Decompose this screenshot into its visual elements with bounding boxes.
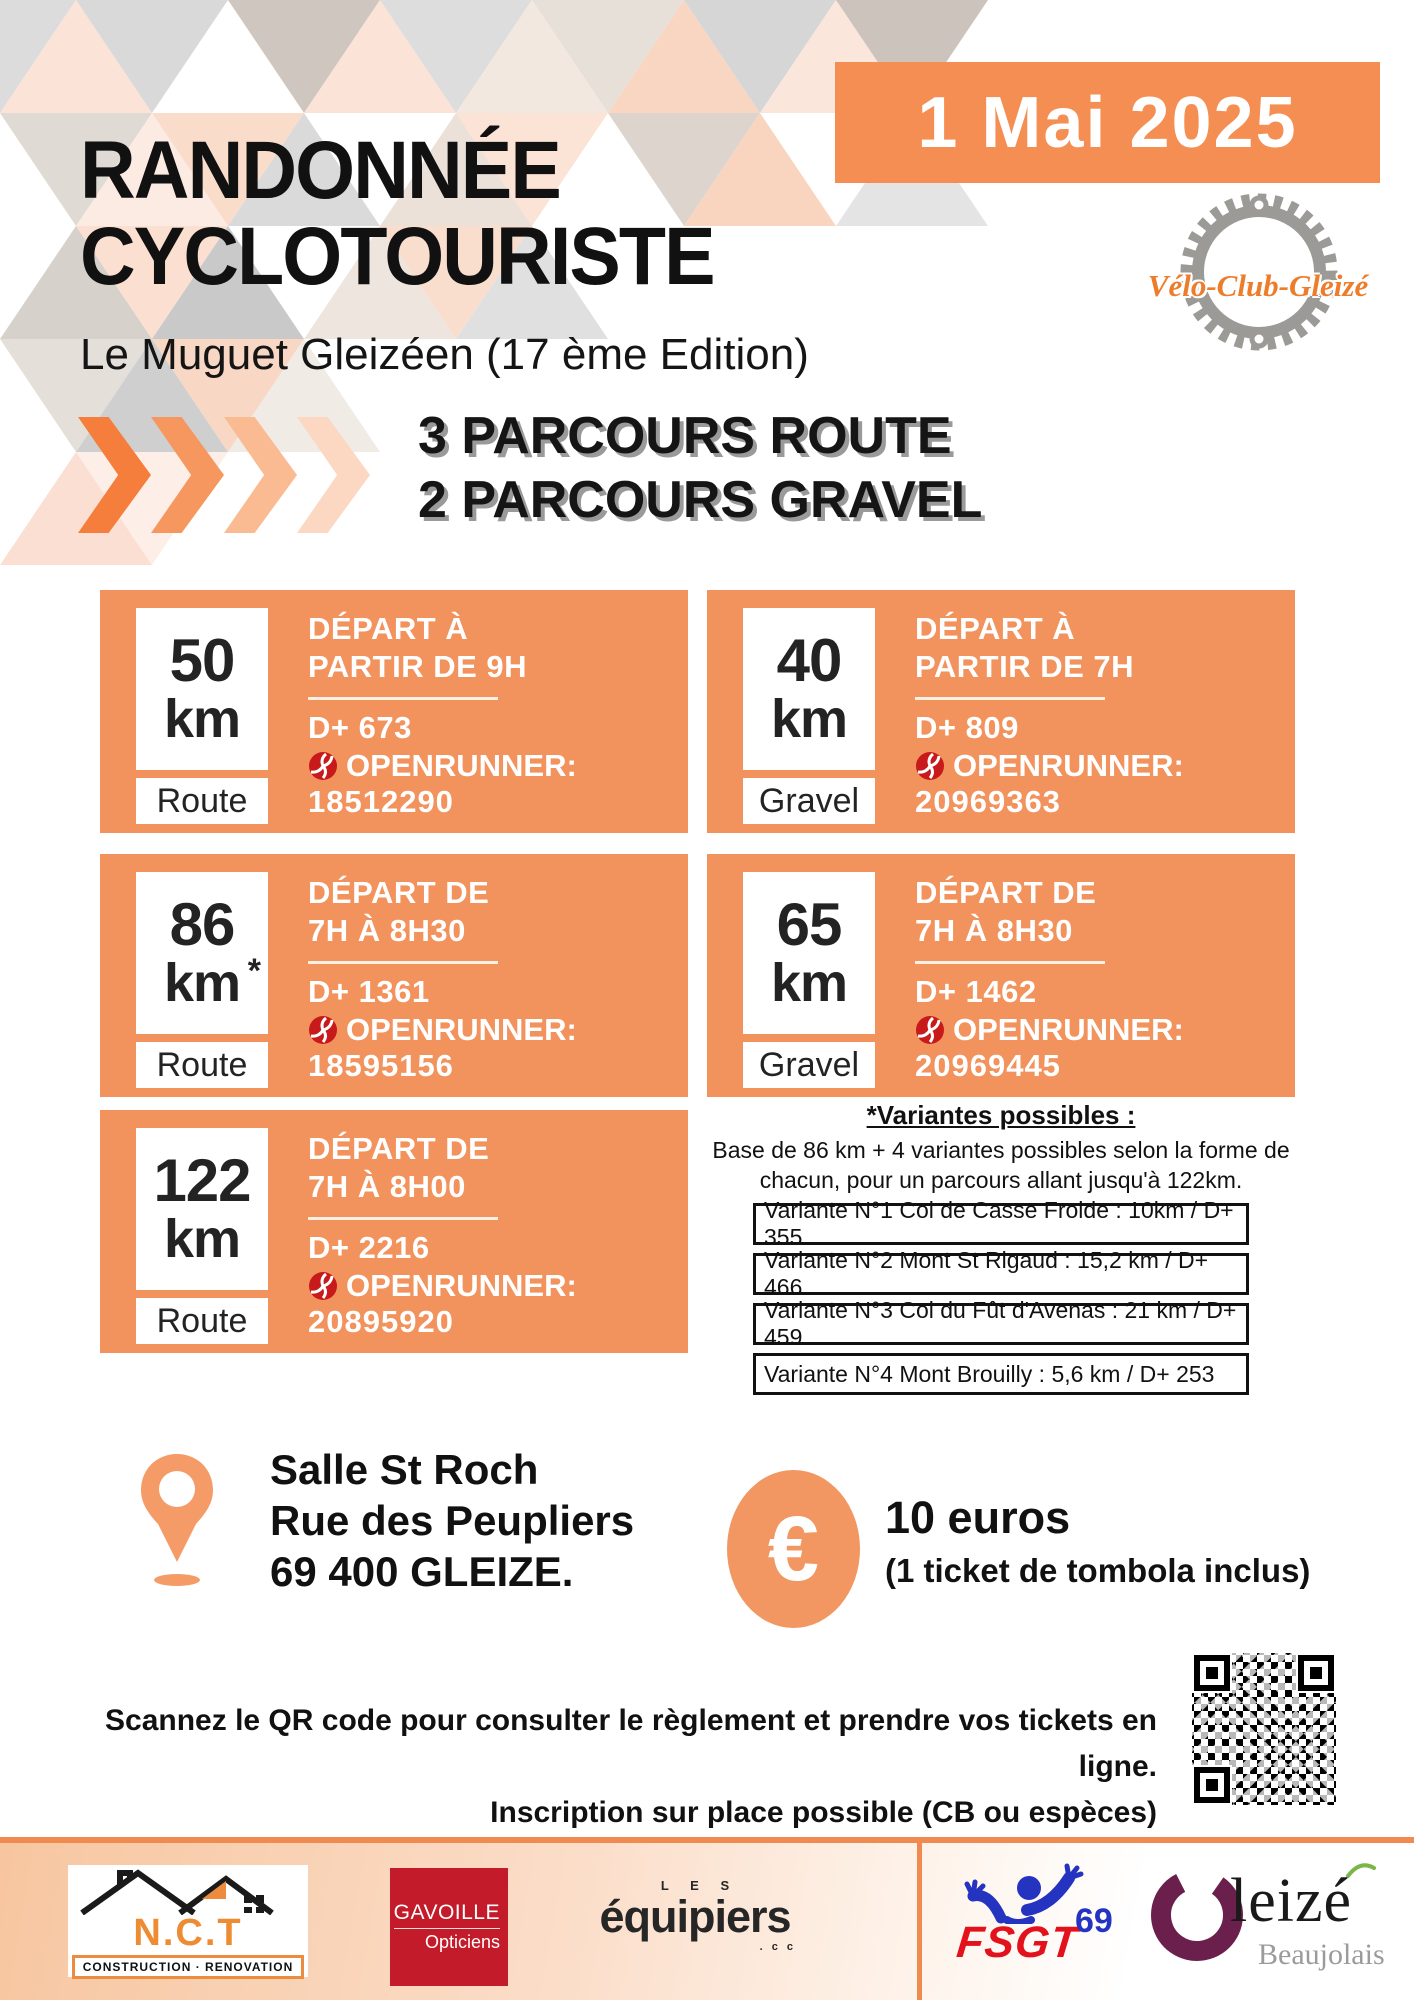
- sponsor-fsgt-logo: [955, 1862, 1130, 1977]
- elevation-gain: D+ 1462: [915, 974, 1037, 1009]
- depart-line: 7H À 8H30: [308, 913, 466, 948]
- price-note: (1 ticket de tombola inclus): [885, 1552, 1311, 1589]
- openrunner-icon: [308, 1271, 338, 1301]
- distance-value: 122: [153, 1147, 251, 1214]
- divider: [915, 961, 1105, 964]
- parcours-summary: [418, 404, 982, 532]
- course-type: Route: [136, 1298, 268, 1344]
- variants-title: *Variantes possibles :: [866, 1100, 1136, 1130]
- depart-line: DÉPART DE: [915, 875, 1097, 910]
- location-line-2: Rue des Peupliers: [270, 1497, 635, 1544]
- openrunner-icon: [308, 751, 338, 781]
- depart-line: 7H À 8H00: [308, 1169, 466, 1204]
- elevation-gain: D+ 1361: [308, 974, 430, 1009]
- page-title: [80, 125, 714, 302]
- openrunner-id: 18512290: [308, 784, 454, 819]
- openrunner-label: OPENRUNNER:: [346, 1012, 577, 1047]
- sponsor-equipiers-les: L E S: [660, 1878, 739, 1893]
- course-type: Gravel: [743, 1042, 875, 1088]
- sponsor-fsgt-number: 69: [1075, 1902, 1113, 1940]
- distance-value: 40: [776, 627, 842, 694]
- chevron-icon: [151, 417, 224, 533]
- route-card-50km: [100, 590, 688, 833]
- distance-unit: km: [770, 689, 848, 749]
- event-date: 1 Mai 2025: [917, 82, 1298, 163]
- divider: [915, 697, 1105, 700]
- velo-club-gleize-logo: [1128, 182, 1388, 362]
- course-type: Gravel: [743, 778, 875, 824]
- distance-box: [743, 608, 875, 770]
- variant-item-3: Variante N°3 Col du Fût d'Avenas : 21 km / D+ 459: [753, 1303, 1249, 1345]
- depart-line: DÉPART À: [308, 611, 469, 646]
- openrunner-label: OPENRUNNER:: [346, 1268, 577, 1303]
- chevron-arrows-icon: [78, 417, 370, 533]
- openrunner-label: OPENRUNNER:: [346, 748, 577, 783]
- route-card-40km: [707, 590, 1295, 833]
- variants-panel: [690, 1100, 1312, 1395]
- sponsor-gleize-tagline: Beaujolais: [1258, 1938, 1385, 1971]
- depart-line: DÉPART DE: [308, 1131, 490, 1166]
- title-line-1: RANDONNÉE: [80, 125, 560, 216]
- distance-unit: km: [770, 953, 848, 1013]
- route-card-65km: [707, 854, 1295, 1097]
- depart-line: DÉPART À: [915, 611, 1076, 646]
- variant-item-4: Variante N°4 Mont Brouilly : 5,6 km / D+ 253: [753, 1353, 1249, 1395]
- distance-unit: km: [163, 689, 241, 749]
- sponsor-fsgt-name: FSGT: [954, 1918, 1081, 1967]
- distance-value: 50: [169, 627, 235, 694]
- openrunner-label: OPENRUNNER:: [953, 748, 1184, 783]
- distance-value: 86: [169, 891, 235, 958]
- variant-asterisk: *: [247, 952, 261, 990]
- distance-box: [136, 1128, 268, 1290]
- chevron-icon: [297, 417, 370, 533]
- sponsor-nct-name: N.C.T: [133, 1912, 243, 1954]
- elevation-gain: D+ 2216: [308, 1230, 430, 1265]
- depart-line: 7H À 8H30: [915, 913, 1073, 948]
- openrunner-id: 20969445: [915, 1048, 1061, 1083]
- parcours-route: 3 PARCOURS ROUTE: [418, 407, 952, 465]
- distance-box: [743, 872, 875, 1034]
- sponsor-nct-tagline: CONSTRUCTION · RENOVATION: [72, 1955, 305, 1979]
- qr-instruction-line1: Scannez le QR code pour consulter le règlement et prendre vos tickets en ligne.: [105, 1704, 1157, 1783]
- location-line-1: Salle St Roch: [270, 1446, 539, 1493]
- qr-code: [1187, 1648, 1341, 1810]
- openrunner-icon: [308, 1015, 338, 1045]
- club-name: Vélo-Club-Gleizé: [1147, 268, 1369, 303]
- band-divider: [917, 1843, 922, 2000]
- location-address: [270, 1444, 634, 1597]
- distance-box: [136, 872, 268, 1034]
- distance-unit: km: [163, 1209, 241, 1269]
- euro-symbol: €: [767, 1498, 820, 1600]
- distance-value: 65: [776, 891, 842, 958]
- sponsor-equipiers-suffix: . c c: [759, 1941, 796, 1953]
- sponsor-equipiers-logo: [580, 1878, 810, 1953]
- sponsor-equipiers-name: équipiers: [599, 1891, 791, 1942]
- depart-line: PARTIR DE 7H: [915, 649, 1135, 684]
- distance-unit: km *: [164, 955, 240, 1011]
- divider: [308, 1217, 498, 1220]
- sponsor-nct-logo: [68, 1865, 308, 1977]
- map-pin-icon: [138, 1452, 216, 1602]
- course-type: Route: [136, 1042, 268, 1088]
- openrunner-icon: [915, 1015, 945, 1045]
- variants-description-line2: chacun, pour un parcours allant jusqu'à 122km.: [759, 1167, 1243, 1193]
- band-top-border: [0, 1837, 1414, 1843]
- route-card-86km: [100, 854, 688, 1097]
- price-amount: 10 euros: [885, 1492, 1071, 1543]
- openrunner-id: 20969363: [915, 784, 1061, 819]
- location-line-3: 69 400 GLEIZE.: [270, 1548, 574, 1595]
- sponsor-gleize-name: leizé: [1230, 1867, 1353, 1935]
- depart-line: DÉPART DE: [308, 875, 490, 910]
- course-type: Route: [136, 778, 268, 824]
- divider: [308, 961, 498, 964]
- variant-item-1: Variante N°1 Col de Casse Froide : 10km / D+ 355: [753, 1203, 1249, 1245]
- openrunner-id: 20895920: [308, 1304, 454, 1339]
- divider: [308, 697, 498, 700]
- sponsor-gleize-logo: [1150, 1860, 1395, 1985]
- variant-item-2: Variante N°2 Mont St Rigaud : 15,2 km / D+ 466: [753, 1253, 1249, 1295]
- sponsor-gavoille-logo: [390, 1868, 508, 1986]
- qr-instruction-line2: Inscription sur place possible (CB ou espèces): [490, 1796, 1157, 1829]
- elevation-gain: D+ 673: [308, 710, 412, 745]
- event-subtitle: Le Muguet Gleizéen (17 ème Edition): [80, 330, 809, 379]
- route-card-122km: [100, 1110, 688, 1353]
- openrunner-label: OPENRUNNER:: [953, 1012, 1184, 1047]
- nct-roof-icon: [68, 1865, 308, 1915]
- openrunner-icon: [915, 751, 945, 781]
- sponsor-gavoille-tagline: Opticiens: [424, 1932, 500, 1952]
- euro-icon: [727, 1470, 860, 1628]
- date-banner: [835, 62, 1380, 183]
- title-line-2: CYCLOTOURISTE: [80, 211, 714, 302]
- depart-line: PARTIR DE 9H: [308, 649, 528, 684]
- distance-box: [136, 608, 268, 770]
- qr-instructions: [100, 1698, 1157, 1836]
- chevron-icon: [224, 417, 297, 533]
- elevation-gain: D+ 809: [915, 710, 1019, 745]
- parcours-gravel: 2 PARCOURS GRAVEL: [418, 471, 983, 529]
- variants-description-line1: Base de 86 km + 4 variantes possibles selon la forme de: [712, 1137, 1290, 1163]
- openrunner-id: 18595156: [308, 1048, 454, 1083]
- sponsor-gavoille-name: GAVOILLE: [394, 1901, 500, 1929]
- chevron-icon: [78, 417, 151, 533]
